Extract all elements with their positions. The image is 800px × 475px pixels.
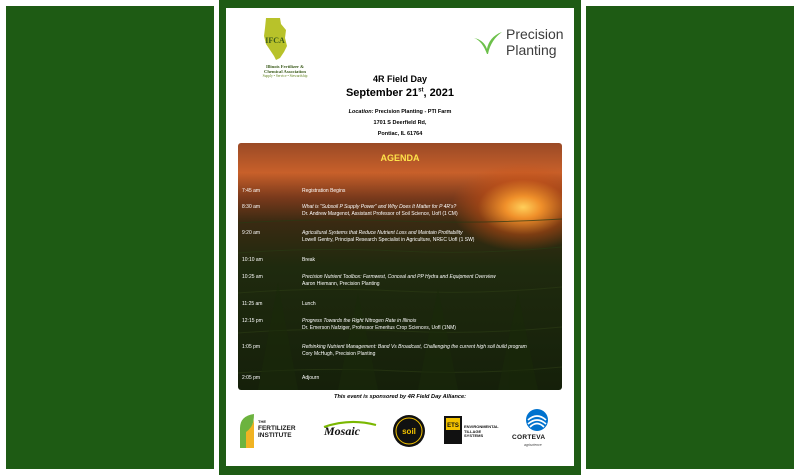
agenda-time: 10:25 am [242, 274, 263, 280]
leaf-icon [474, 32, 502, 56]
precision-planting-wordmark [506, 26, 564, 58]
fertilizer-institute-logo [238, 410, 298, 456]
agenda-title-text: What is “Subsoil P Supply Power” and Why Does It Matter for P 4R’s? [302, 204, 457, 210]
agenda-speaker: Aaron Hiemann, Precision Planting [302, 281, 380, 287]
agenda-title-text: Break [302, 257, 316, 263]
sponsor-logos [226, 408, 574, 460]
agenda-time: 8:30 am [242, 204, 261, 210]
agenda-title-text: Adjourn [302, 375, 320, 381]
illinois-state-icon [236, 16, 316, 62]
event-date-text: September 21 [345, 87, 419, 99]
corteva-logo [510, 408, 564, 454]
pp-line1: Precision [506, 26, 564, 42]
tfi-leaf-icon [238, 414, 256, 448]
agenda-time: 1:05 pm [242, 344, 261, 350]
agenda-speaker: Dr. Emerson Nafziger, Professor Emeritus Crop Sciences, UofI (1NM) [302, 325, 456, 331]
ifca-name-line2: Chemical Association [264, 69, 306, 74]
agenda-time: 9:20 am [242, 230, 261, 236]
event-title: 4R Field Day [372, 74, 428, 84]
sponsor-statement: This event is sponsored by 4R Field Day Alliance: [334, 394, 466, 400]
ets-line1: ENVIRONMENTAL [464, 424, 499, 429]
agenda-title: AGENDA [380, 153, 420, 163]
address-line2: Pontiac, IL 61764 [377, 131, 423, 137]
agenda-time: 10:10 am [242, 257, 263, 263]
event-location [226, 109, 574, 115]
tfi-line2: FERTILIZER [258, 425, 296, 432]
agenda-title-text: Precision Nutrient Toolbox: Farmwest, Conceal and PP Hydra and Equipment Overview [302, 274, 496, 280]
ets-wordmark [464, 425, 500, 439]
mosaic-wordmark: Mosaic [324, 424, 360, 438]
agenda-title-text: Registration Begins [302, 188, 346, 194]
location-value: Precision Planting - PTI Farm [373, 109, 452, 115]
ifca-tagline: Supply • Service • Stewardship [262, 74, 308, 78]
tfi-line1: THE [258, 419, 266, 424]
left-green-panel [6, 6, 214, 469]
event-flyer [226, 8, 574, 466]
agenda-time: 12:15 pm [242, 318, 263, 324]
ets-mark-icon [444, 416, 462, 444]
ifca-name-line1: Illinois Fertilizer & [266, 64, 304, 69]
environmental-tillage-systems-logo [444, 416, 500, 446]
location-label: Location: [348, 109, 374, 115]
event-date-suffix: st [418, 87, 424, 94]
agenda-title-text: Rethinking Nutrient Management: Band Vs Broadcast, Challenging the current high soil build program [302, 344, 527, 350]
corteva-wordmark: CORTEVA [512, 434, 546, 441]
precision-planting-logo [474, 26, 569, 62]
mosaic-logo [322, 420, 378, 446]
tfi-wordmark [258, 418, 296, 439]
event-year: , 2021 [423, 87, 455, 99]
agenda-time: 11:25 am [242, 301, 263, 307]
ifca-monogram: IFCA [265, 36, 285, 45]
ets-line2: TILLAGE SYSTEMS [464, 428, 484, 438]
agenda-time: 2:05 pm [242, 375, 261, 381]
corteva-globe-icon [525, 408, 549, 432]
event-date [226, 87, 574, 99]
pp-line2: Planting [506, 42, 557, 58]
agenda-panel [238, 143, 562, 390]
ifca-logo [236, 16, 316, 78]
address-line1: 1701 S Deerfield Rd, [373, 120, 427, 126]
agenda-speaker: Cory McHugh, Precision Planting [302, 351, 376, 357]
agenda-title-text: Agricultural Systems that Reduce Nutrient Loss and Maintain Profitability [302, 230, 463, 236]
tfi-line3: INSTITUTE [258, 432, 292, 439]
agenda-time: 7:45 am [242, 188, 261, 194]
corteva-subtitle: agriscience [524, 443, 542, 447]
soil-logo [392, 414, 426, 448]
agenda-title-text: Lunch [302, 301, 316, 307]
soil-badge-icon [392, 414, 426, 448]
right-green-panel [586, 6, 794, 469]
ets-mark: ETS [447, 423, 459, 429]
agenda-title-text: Progress Towards the Right Nitrogen Rate in Illinois [302, 318, 417, 324]
agenda-speaker: Lowell Gentry, Principal Research Specialist in Agriculture, NREC UofI (1 SW) [302, 237, 475, 243]
agenda-speaker: Dr. Andrew Margenot, Assistant Professor of Soil Science, UofI (1 CM) [302, 211, 458, 217]
soil-label: soil [402, 427, 416, 436]
